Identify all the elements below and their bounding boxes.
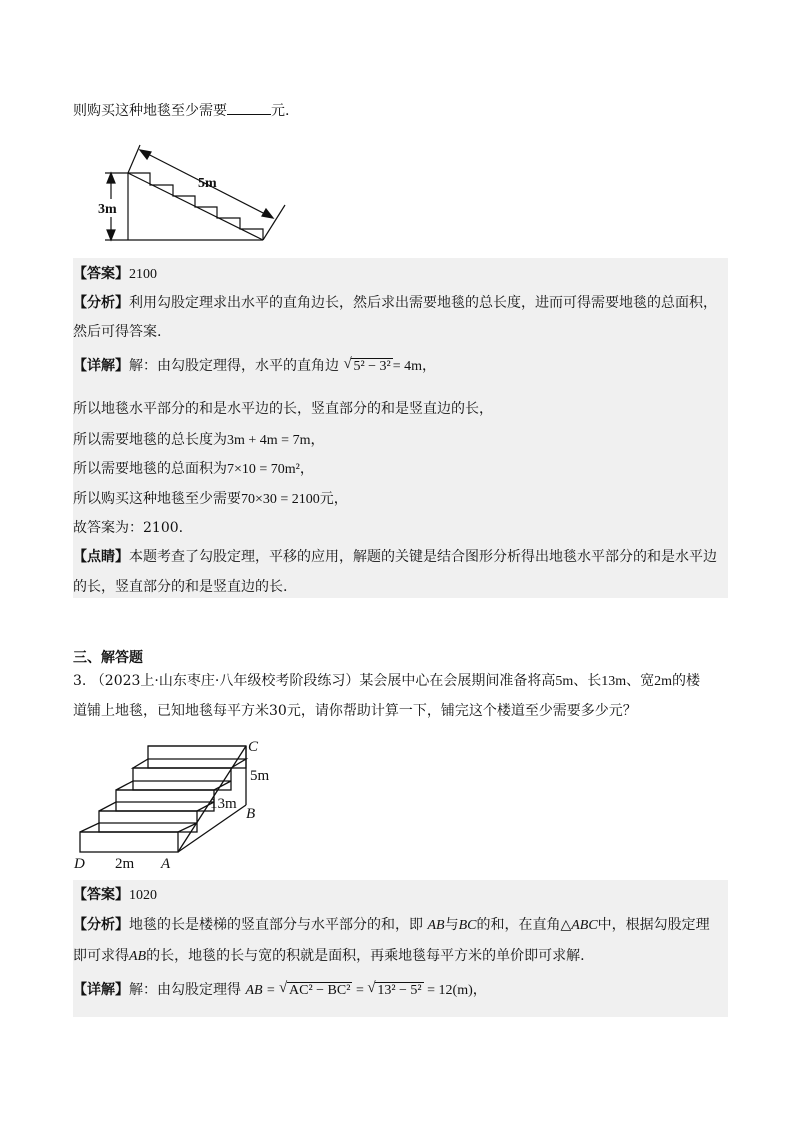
answer-value: 1020 bbox=[129, 888, 157, 903]
top-line bbox=[73, 100, 289, 121]
answer-value: 2100 bbox=[129, 267, 157, 282]
math-result: = 12(m) bbox=[423, 983, 473, 998]
radicand: AC² − BC² bbox=[289, 983, 351, 998]
figure2-width-label: 2m bbox=[115, 856, 135, 872]
figure1-height-label: 3m bbox=[98, 202, 117, 217]
math-expression: 3m + 4m = 7m bbox=[227, 433, 311, 448]
vertex-b: B bbox=[246, 806, 256, 822]
question-text: 道铺上地毯，已知地毯每平方米30元，请你帮助计算一下，铺完这个楼道至少需要多少元？ bbox=[73, 703, 637, 719]
comment-tag: 【点睛】 bbox=[73, 549, 129, 565]
q3-answer bbox=[73, 885, 157, 906]
q2-comment-line-2 bbox=[73, 577, 287, 597]
detail-tag: 【详解】 bbox=[73, 982, 129, 998]
analysis-text: 的长，地毯的长与宽的积就是面积，再乘地毯每平方米的单价即可求解. bbox=[146, 948, 585, 964]
math-expression: 7×10 = 70m² bbox=[227, 462, 300, 477]
length-value: 13m bbox=[601, 674, 627, 689]
question-text: 、长 bbox=[573, 673, 602, 689]
q2-detail-line-2 bbox=[73, 399, 493, 419]
stair-figure-1 bbox=[95, 135, 305, 250]
q2-detail-line-3 bbox=[73, 430, 324, 451]
punct: ， bbox=[299, 461, 314, 477]
detail-text: 所以需要地毯的总长度为 bbox=[73, 432, 227, 448]
question-text: 、宽 bbox=[626, 673, 655, 689]
q3-line-1 bbox=[73, 671, 700, 692]
q3-analysis-line-2 bbox=[73, 946, 585, 967]
detail-text: 解：由勾股定理得，水平的直角边 bbox=[129, 358, 339, 374]
q2-detail-line-1 bbox=[73, 356, 436, 377]
answer-tag: 【答案】 bbox=[73, 266, 129, 282]
top-line-text: 则购买这种地毯至少需要 bbox=[73, 103, 227, 119]
analysis-tag: 【分析】 bbox=[73, 295, 129, 311]
triangle-abc: △ABC bbox=[560, 918, 598, 933]
segment-ab: AB bbox=[129, 949, 147, 964]
sqrt-expression-2: √ 13² − 5² bbox=[367, 980, 422, 998]
q2-final bbox=[73, 518, 183, 538]
question-text: 的楼 bbox=[672, 673, 701, 689]
analysis-tag: 【分析】 bbox=[73, 917, 129, 933]
q2-detail-line-5 bbox=[73, 489, 348, 510]
detail-text: 所以购买这种地毯至少需要 bbox=[73, 491, 241, 507]
vertex-c: C bbox=[248, 739, 259, 755]
analysis-text: 利用勾股定理求出水平的直角边长，然后求出需要地毯的总长度，进而可得需要地毯的总面积， bbox=[129, 295, 717, 311]
stair-figure-2 bbox=[70, 735, 280, 875]
punct: ， bbox=[472, 982, 487, 998]
radicand: 5² − 3² bbox=[353, 359, 391, 374]
sqrt-expression: √ 5² − 3² bbox=[343, 356, 391, 374]
answer-blank bbox=[227, 100, 271, 115]
q3-analysis-line-1 bbox=[73, 915, 710, 936]
comment-text: 的长，竖直部分的和是竖直边的长. bbox=[73, 579, 288, 595]
detail-text: 解：由勾股定理得 bbox=[129, 982, 241, 998]
analysis-text: 地毯的长是楼梯的竖直部分与水平部分的和，即 bbox=[129, 917, 423, 933]
punct: ， bbox=[310, 432, 325, 448]
analysis-text: 即可求得 bbox=[73, 948, 129, 964]
q3-detail-line-1 bbox=[73, 980, 487, 1001]
punct: ， bbox=[422, 358, 437, 374]
q3-line-2 bbox=[73, 701, 637, 721]
top-line-suffix: 元. bbox=[271, 103, 290, 119]
sqrt-expression-1: √ AC² − BC² bbox=[279, 980, 351, 998]
figure1-length-label: 5m bbox=[198, 176, 217, 191]
q2-detail-line-4 bbox=[73, 459, 314, 480]
q2-comment-line-1 bbox=[73, 547, 717, 567]
analysis-text: 的和，在直角 bbox=[476, 917, 561, 933]
math-result: = 4m bbox=[392, 359, 423, 374]
detail-tag: 【详解】 bbox=[73, 358, 129, 374]
vertex-d: D bbox=[74, 856, 85, 872]
punct: 元， bbox=[319, 491, 348, 507]
radicand: 13² − 5² bbox=[377, 983, 422, 998]
answer-tag: 【答案】 bbox=[73, 887, 129, 903]
section-title: 三、解答题 bbox=[73, 650, 143, 666]
detail-text: 所以地毯水平部分的和是水平边的长，竖直部分的和是竖直边的长， bbox=[73, 401, 493, 417]
question-text: 3. （2023上·山东枣庄·八年级校考阶段练习）某会展中心在会展期间准备将高 bbox=[73, 673, 556, 689]
final-answer: 故答案为：2100. bbox=[73, 520, 184, 536]
analysis-text: 中，根据勾股定理 bbox=[597, 917, 710, 933]
equals: = bbox=[352, 983, 368, 998]
analysis-text: 然后可得答案. bbox=[73, 324, 162, 340]
comment-text: 本题考查了勾股定理，平移的应用，解题的关键是结合图形分析得出地毯水平部分的和是水平边 bbox=[129, 549, 717, 565]
q2-answer bbox=[73, 264, 157, 285]
q2-analysis-line-2 bbox=[73, 322, 161, 342]
figure2-length-label: 13m bbox=[210, 796, 237, 812]
math-expression: 70×30 = 2100 bbox=[241, 492, 320, 507]
analysis-text: 与 bbox=[444, 917, 459, 933]
segment-bc: BC bbox=[458, 918, 477, 933]
segment-ab: AB bbox=[427, 918, 445, 933]
detail-text: 所以需要地毯的总面积为 bbox=[73, 461, 227, 477]
figure2-height-label: 5m bbox=[250, 768, 270, 784]
math-lhs: AB = bbox=[245, 983, 280, 998]
width-value: 2m bbox=[654, 674, 673, 689]
vertex-a: A bbox=[161, 856, 171, 872]
q2-analysis-line-1 bbox=[73, 293, 717, 313]
height-value: 5m bbox=[555, 674, 574, 689]
